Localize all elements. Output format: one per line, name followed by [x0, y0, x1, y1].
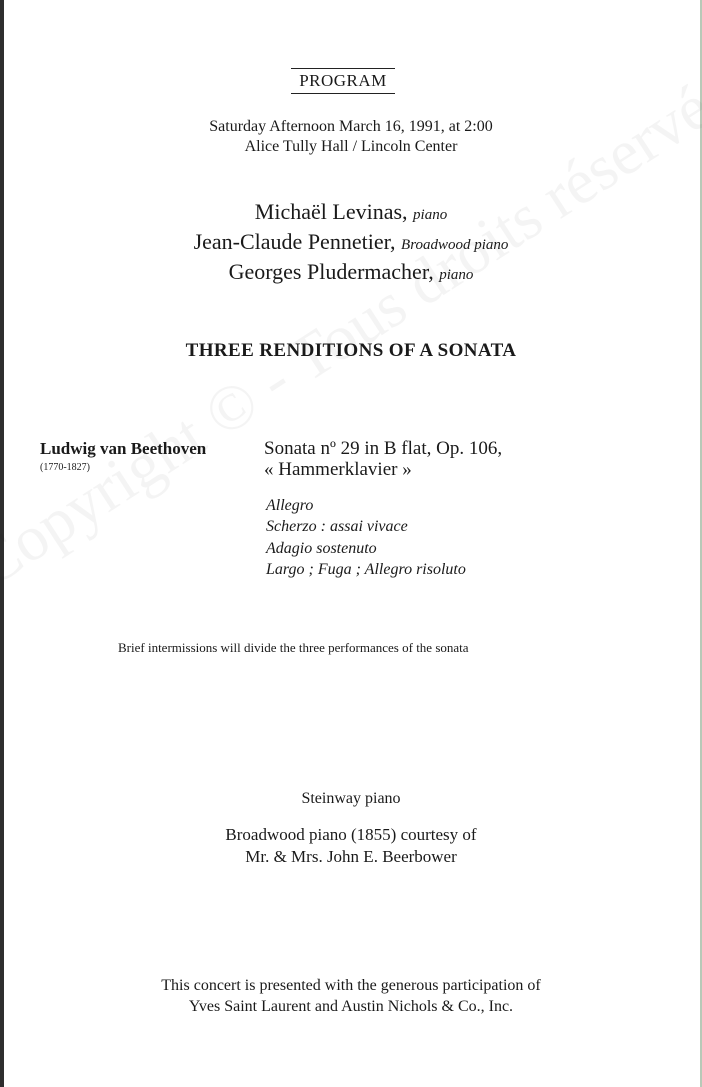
program-title: THREE RENDITIONS OF A SONATA	[185, 340, 517, 361]
sponsorship-line2: Yves Saint Laurent and Austin Nichols & Co., Inc.	[188, 998, 514, 1015]
work-title-line2: « Hammerklavier »	[264, 459, 412, 480]
program-heading: PROGRAM	[291, 68, 395, 94]
performer-instrument: piano	[413, 207, 448, 223]
event-venue: Alice Tully Hall / Lincoln Center	[244, 138, 458, 155]
performer-1	[0, 199, 702, 225]
performer-name: Jean-Claude Pennetier,	[193, 229, 396, 254]
composer-dates: (1770-1827)	[40, 462, 90, 473]
performer-3	[0, 259, 702, 285]
broadwood-credit-line1: Broadwood piano (1855) courtesy of	[225, 825, 477, 844]
performer-name: Georges Pludermacher,	[228, 259, 434, 284]
movement-3: Adagio sostenuto	[266, 540, 377, 557]
movement-4: Largo ; Fuga ; Allegro risoluto	[266, 561, 466, 578]
broadwood-credit-line2: Mr. & Mrs. John E. Beerbower	[245, 847, 457, 866]
work-title-line1: Sonata nº 29 in B flat, Op. 106,	[264, 438, 503, 459]
sponsorship-line1: This concert is presented with the generous participation of	[161, 977, 541, 994]
intermission-note: Brief intermissions will divide the three performances of the sonata	[118, 640, 469, 655]
performer-instrument: Broadwood piano	[401, 237, 509, 253]
performer-instrument: piano	[439, 267, 474, 283]
steinway-credit: Steinway piano	[301, 790, 401, 807]
performer-name: Michaël Levinas,	[254, 199, 408, 224]
scan-edge-left	[0, 0, 4, 1087]
composer-name: Ludwig van Beethoven	[40, 439, 207, 458]
movement-1: Allegro	[266, 497, 314, 514]
performer-2	[0, 229, 702, 255]
movement-2: Scherzo : assai vivace	[266, 518, 408, 535]
event-date: Saturday Afternoon March 16, 1991, at 2:00	[209, 118, 493, 135]
